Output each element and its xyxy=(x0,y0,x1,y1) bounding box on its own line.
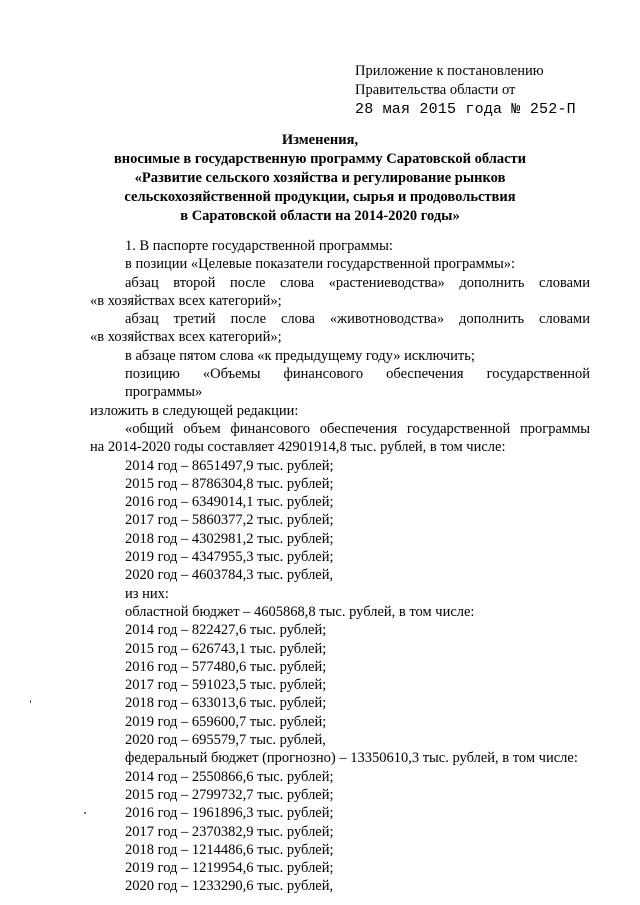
scan-speck xyxy=(84,812,86,814)
title-line-2: вносимые в государственную программу Саратовской области xyxy=(113,151,527,167)
federal-year-2019: 2019 год – 1219954,6 тыс. рублей; xyxy=(125,860,334,877)
regional-year-2015: 2015 год – 626743,1 тыс. рублей; xyxy=(125,640,327,657)
appendix-date-number: 28 мая 2015 года № 252-П xyxy=(355,101,576,118)
title-line-3: «Развитие сельского хозяйства и регулирование рынков xyxy=(134,170,506,186)
title-line-1: Изменения, xyxy=(281,132,359,148)
total-year-2019: 2019 год – 4347955,3 тыс. рублей; xyxy=(125,549,334,566)
scan-speck xyxy=(30,700,31,703)
regional-year-2016: 2016 год – 577480,6 тыс. рублей; xyxy=(125,658,327,675)
paragraph-3a: абзац второй после слова «растениеводства» дополнить словами xyxy=(125,274,590,291)
paragraph-2: в позиции «Целевые показатели государственной программы»: xyxy=(125,256,516,273)
regional-year-2019: 2019 год – 659600,7 тыс. рублей; xyxy=(125,713,327,730)
total-year-2018: 2018 год – 4302981,2 тыс. рублей; xyxy=(125,530,334,547)
paragraph-4b: «в хозяйствах всех категорий»; xyxy=(90,329,282,346)
paragraph-7a: «общий объем финансового обеспечения государственной программы xyxy=(125,420,590,437)
federal-budget: федеральный бюджет (прогнозно) – 13350610,3 тыс. рублей, в том числе: xyxy=(125,750,578,767)
total-year-2016: 2016 год – 6349014,1 тыс. рублей; xyxy=(125,494,334,511)
total-year-2020: 2020 год – 4603784,3 тыс. рублей, xyxy=(125,567,334,584)
total-year-2014: 2014 год – 8651497,9 тыс. рублей; xyxy=(125,457,334,474)
appendix-line-2: Правительства области от xyxy=(355,82,516,98)
federal-year-2014: 2014 год – 2550866,6 тыс. рублей; xyxy=(125,768,334,785)
document-title xyxy=(80,131,560,226)
federal-year-2020: 2020 год – 1233290,6 тыс. рублей, xyxy=(125,878,334,895)
federal-year-2018: 2018 год – 1214486,6 тыс. рублей; xyxy=(125,841,334,858)
of-them-label: из них: xyxy=(125,585,169,602)
appendix-line-1: Приложение к постановлению xyxy=(355,63,544,79)
federal-year-2017: 2017 год – 2370382,9 тыс. рублей; xyxy=(125,823,334,840)
paragraph-6b: изложить в следующей редакции: xyxy=(90,402,299,419)
paragraph-4a: абзац третий после слова «животноводства» дополнить словами xyxy=(125,311,590,328)
regional-budget: областной бюджет – 4605868,8 тыс. рублей, в том числе: xyxy=(125,603,475,620)
regional-year-2020: 2020 год – 695579,7 тыс. рублей, xyxy=(125,732,326,749)
regional-year-2014: 2014 год – 822427,6 тыс. рублей; xyxy=(125,622,327,639)
total-year-2015: 2015 год – 8786304,8 тыс. рублей; xyxy=(125,475,334,492)
paragraph-5: в абзаце пятом слова «к предыдущему году» исключить; xyxy=(125,347,475,364)
appendix-note xyxy=(355,62,576,119)
total-year-2017: 2017 год – 5860377,2 тыс. рублей; xyxy=(125,512,334,529)
regional-year-2018: 2018 год – 633013,6 тыс. рублей; xyxy=(125,695,327,712)
paragraph-1: 1. В паспорте государственной программы: xyxy=(125,238,393,254)
paragraph-6a: позицию «Объемы финансового обеспечения государственной программы» xyxy=(125,366,590,401)
regional-year-2017: 2017 год – 591023,5 тыс. рублей; xyxy=(125,677,327,694)
document-body xyxy=(90,237,590,896)
title-line-5: в Саратовской области на 2014-2020 годы» xyxy=(180,208,460,224)
paragraph-3b: «в хозяйствах всех категорий»; xyxy=(90,292,282,309)
title-line-4: сельскохозяйственной продукции, сырья и продовольствия xyxy=(124,189,516,205)
paragraph-7b: на 2014-2020 годы составляет 42901914,8 тыс. рублей, в том числе: xyxy=(90,439,506,456)
federal-year-2016: 2016 год – 1961896,3 тыс. рублей; xyxy=(125,805,334,822)
federal-year-2015: 2015 год – 2799732,7 тыс. рублей; xyxy=(125,786,334,803)
